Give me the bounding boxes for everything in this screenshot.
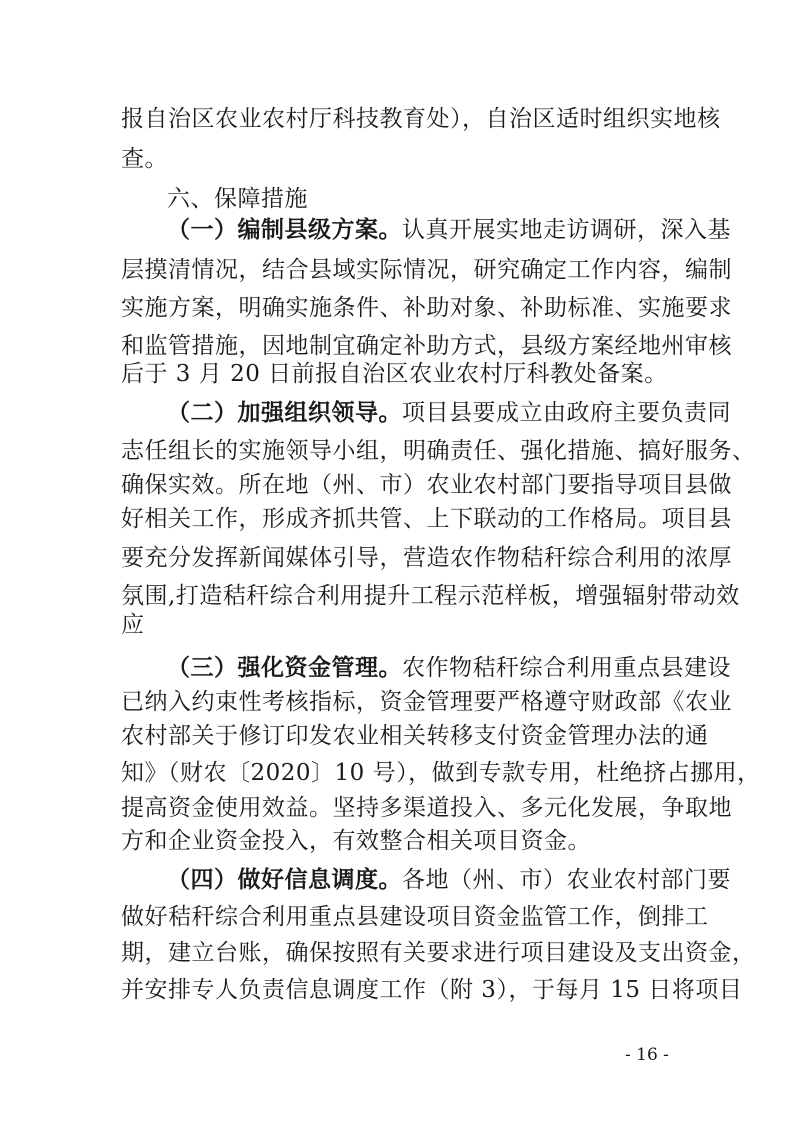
text-line: 并安排专人负责信息调度工作（附 3），于每月 15 日将项目 bbox=[121, 977, 743, 1003]
paragraph-start bbox=[167, 864, 731, 896]
text-line: 应 bbox=[121, 612, 145, 638]
text-line: 层摸清情况，结合县域实际情况，研究确定工作内容，编制 bbox=[121, 257, 732, 283]
text-line: 农村部关于修订印发农业相关转移支付资金管理办法的通 bbox=[121, 723, 709, 749]
text-line: 要充分发挥新闻媒体引导，营造农作物秸秆综合利用的浓厚 bbox=[121, 545, 732, 571]
text-line: 方和企业资金投入，有效整合相关项目资金。 bbox=[121, 828, 591, 854]
page-number: - 16 - bbox=[625, 1045, 669, 1065]
text-line: 氛围,打造秸秆综合利用提升工程示范样板，增强辐射带动效 bbox=[121, 583, 740, 609]
text-line: 实施方案，明确实施条件、补助对象、补助标准、实施要求 bbox=[121, 295, 732, 321]
text-line: 志任组长的实施领导小组，明确责任、强化措施、搞好服务、 bbox=[121, 438, 756, 464]
text-line: 已纳入约束性考核指标，资金管理要严格遵守财政部《农业 bbox=[121, 689, 732, 715]
text-line: 后于 3 月 20 日前报自治区农业农村厅科教处备案。 bbox=[121, 361, 668, 387]
paragraph-start bbox=[167, 397, 731, 429]
paragraph-heading: （二）加强组织领导。 bbox=[167, 399, 402, 426]
paragraph-start bbox=[167, 652, 731, 684]
text-line: 好相关工作，形成齐抓共管、上下联动的工作格局。项目县 bbox=[121, 506, 732, 532]
text-line: 提高资金使用效益。坚持多渠道投入、多元化发展，争取地 bbox=[121, 795, 732, 821]
text-line: 知》（财农〔2020〕10 号），做到专款专用，杜绝挤占挪用， bbox=[121, 760, 761, 786]
text-line: 做好秸秆综合利用重点县建设项目资金监管工作，倒排工 bbox=[121, 904, 709, 930]
paragraph-heading: （四）做好信息调度。 bbox=[167, 866, 402, 893]
text-line: 查。 bbox=[121, 146, 168, 172]
text-line: 确保实效。所在地（州、市）农业农村部门要指导项目县做 bbox=[121, 472, 732, 498]
text-line: 和监管措施，因地制宜确定补助方式，县级方案经地州审核 bbox=[121, 333, 732, 359]
text-line: 期，建立台账，确保按照有关要求进行项目建设及支出资金， bbox=[121, 940, 756, 966]
paragraph-heading: （一）编制县级方案。 bbox=[167, 216, 402, 243]
paragraph-text: 各地（州、市）农业农村部门要 bbox=[402, 867, 731, 893]
text-line: 报自治区农业农村厅科技教育处），自治区适时组织实地核 bbox=[121, 106, 721, 132]
paragraph-start bbox=[167, 214, 731, 246]
paragraph-text: 认真开展实地走访调研，深入基 bbox=[402, 217, 731, 243]
paragraph-text: 农作物秸秆综合利用重点县建设 bbox=[402, 655, 731, 681]
paragraph-heading: （三）强化资金管理。 bbox=[167, 654, 402, 681]
paragraph-text: 项目县要成立由政府主要负责同 bbox=[402, 400, 731, 426]
section-heading: 六、保障措施 bbox=[167, 186, 308, 212]
